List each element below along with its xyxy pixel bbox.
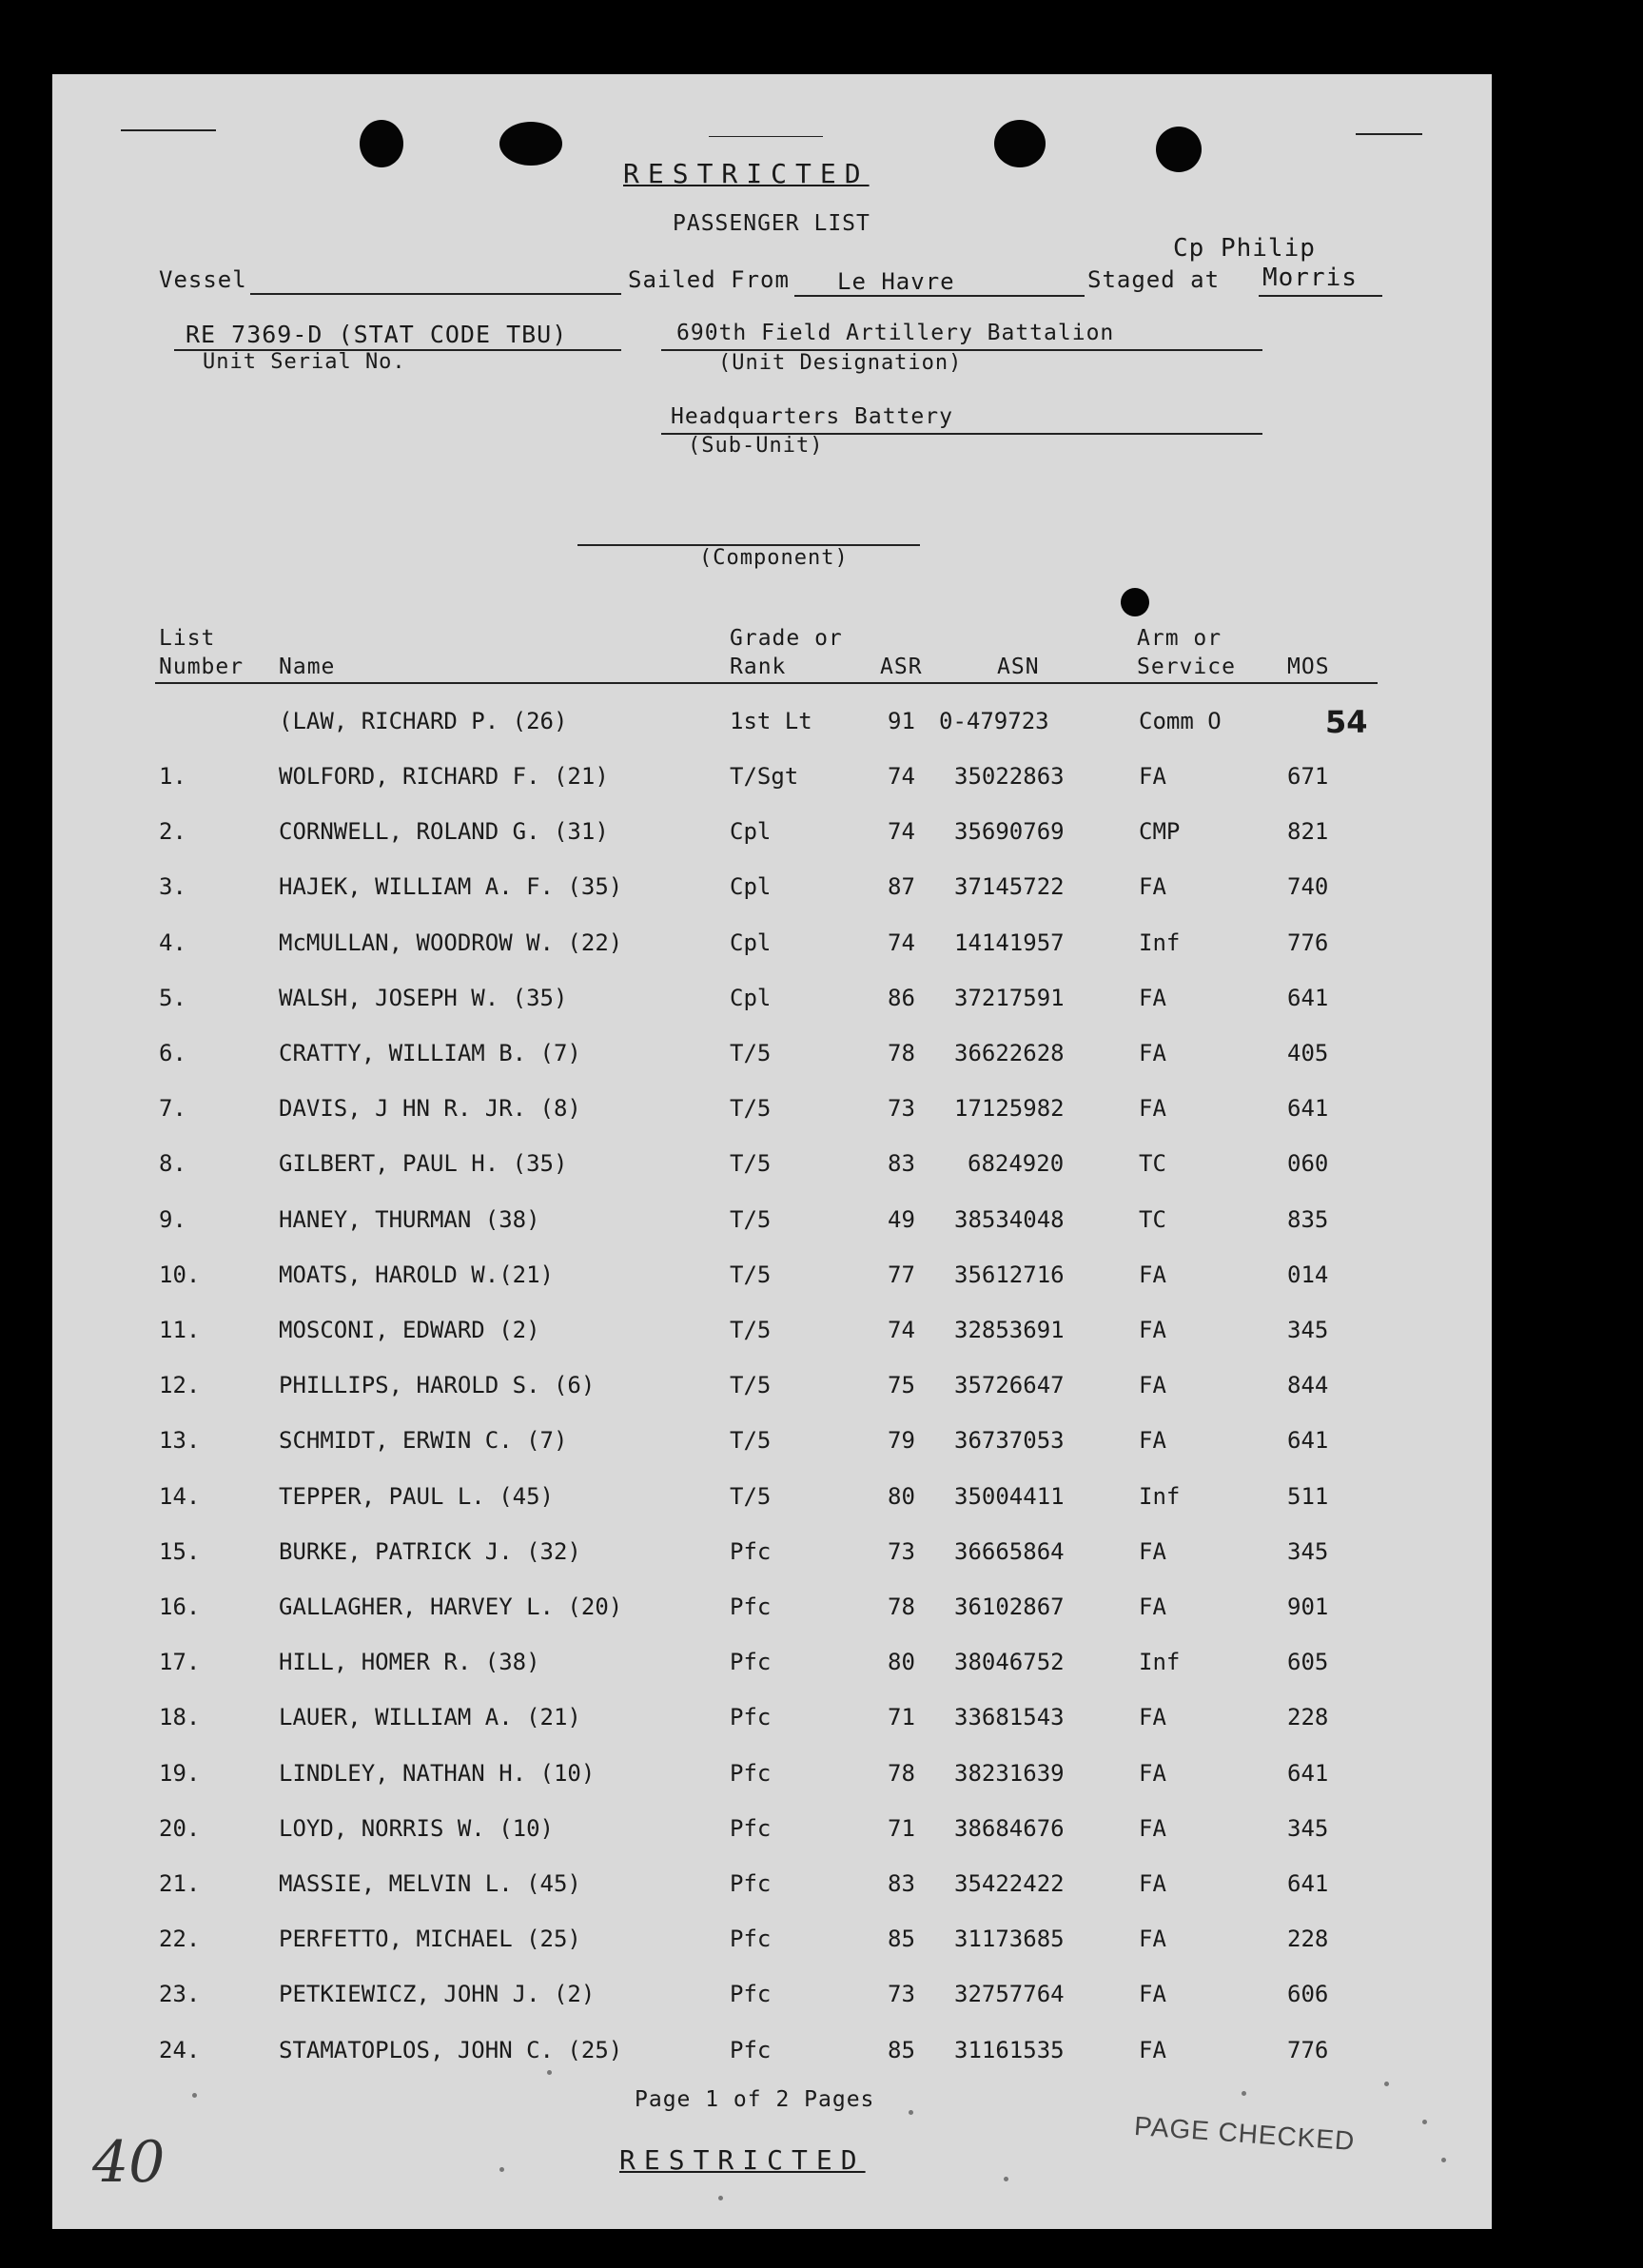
sub-unit-label: (Sub-Unit) [688,434,824,458]
scan-mark [121,129,216,131]
header-arm-line2: Service [1137,655,1236,679]
cell-asr: 85 [888,2036,915,2063]
cell-name: MOSCONI, EDWARD (2) [279,1317,540,1343]
cell-mos: 641 [1287,1759,1329,1787]
vessel-underline [250,293,621,295]
cell-asr: 78 [888,1593,915,1620]
cell-asn: 14141957 [954,929,1065,956]
staged-at-value-line2: Morris [1262,264,1358,292]
cell-arm: FA [1139,1537,1166,1565]
speckle [1441,2158,1446,2162]
table-row [52,1150,1492,1188]
speckle [192,2093,197,2098]
table-row [52,1040,1492,1078]
cell-name: MASSIE, MELVIN L. (45) [279,1870,581,1897]
cell-asr: 74 [888,929,915,956]
cell-mos: 740 [1287,873,1329,901]
table-row [52,1427,1492,1465]
header-name: Name [279,655,336,679]
table-row [52,1981,1492,2019]
cell-number: 2. [159,818,186,846]
cell-asr: 83 [888,1150,915,1178]
page-footer: Page 1 of 2 Pages [635,2087,875,2112]
speckle [718,2196,723,2200]
cell-number: 15. [159,1537,201,1565]
cell-mos: 641 [1287,984,1329,1011]
cell-extra-number: 54 [1325,704,1368,740]
staged-at-underline [1259,295,1382,297]
cell-mos: 671 [1287,763,1329,790]
speckle [1004,2177,1008,2181]
table-row [52,1760,1492,1798]
sailed-from-value: Le Havre [837,268,955,295]
cell-arm: FA [1139,1981,1166,2008]
table-row [52,1704,1492,1742]
cell-mos: 821 [1287,818,1329,846]
cell-asn: 38684676 [954,1814,1065,1842]
cell-number: 20. [159,1814,201,1842]
cell-grade: Cpl [730,873,772,901]
cell-arm: FA [1139,1814,1166,1842]
cell-grade: T/5 [730,1261,772,1288]
cell-number: 3. [159,873,186,901]
cell-mos: 228 [1287,1926,1329,1953]
cell-name: PERFETTO, MICHAEL (25) [279,1926,581,1953]
cell-asn: 32757764 [954,1981,1065,2008]
sailed-from-label: Sailed From [628,266,790,293]
punch-hole [360,120,403,167]
cell-arm: Inf [1139,1482,1181,1510]
cell-name: McMULLAN, WOODROW W. (22) [279,929,623,956]
cell-name: BURKE, PATRICK J. (32) [279,1537,581,1565]
cell-arm: FA [1139,984,1166,1011]
scan-mark [1356,133,1422,135]
cell-asn: 37145722 [954,873,1065,901]
cell-number: 19. [159,1759,201,1787]
cell-grade: Pfc [730,1759,772,1787]
cell-number: 4. [159,929,186,956]
speckle [1242,2091,1246,2096]
cell-name: GALLAGHER, HARVEY L. (20) [279,1593,623,1620]
header-rule [155,682,1378,684]
cell-grade: Pfc [730,1870,772,1897]
cell-asr: 73 [888,1981,915,2008]
cell-arm: FA [1139,1261,1166,1288]
cell-number: 8. [159,1150,186,1178]
scan-mark [709,136,823,137]
cell-asn: 36737053 [954,1427,1065,1455]
table-row [52,1206,1492,1244]
cell-asn: 35022863 [954,763,1065,790]
officer-row [52,704,1492,746]
cell-asn: 17125982 [954,1095,1065,1123]
cell-name: LINDLEY, NATHAN H. (10) [279,1759,596,1787]
cell-grade: Cpl [730,929,772,956]
cell-asn: 35612716 [954,1261,1065,1288]
table-row [52,1870,1492,1908]
cell-arm: FA [1139,1372,1166,1399]
cell-asr: 73 [888,1537,915,1565]
cell-asn: 31161535 [954,2036,1065,2063]
table-row [52,985,1492,1023]
cell-number: 1. [159,763,186,790]
staged-at-label: Staged at [1087,266,1221,293]
cell-name: PHILLIPS, HAROLD S. (6) [279,1372,596,1399]
cell-number: 16. [159,1593,201,1620]
cell-number: 17. [159,1649,201,1676]
cell-grade: T/5 [730,1040,772,1066]
cell-number: 24. [159,2036,201,2063]
cell-mos: 405 [1287,1040,1329,1066]
cell-asr: 77 [888,1261,915,1288]
cell-name: CORNWELL, ROLAND G. (31) [279,818,609,846]
handwritten-page-number: 40 [92,2129,166,2196]
table-row [52,818,1492,856]
header-grade-line2: Rank [730,655,787,679]
cell-name: HAJEK, WILLIAM A. F. (35) [279,873,623,901]
cell-asr: 80 [888,1649,915,1676]
table-row [52,1649,1492,1687]
cell-asr: 78 [888,1759,915,1787]
cell-asr: 74 [888,1317,915,1343]
cell-number: 14. [159,1482,201,1510]
cell-mos: 345 [1287,1537,1329,1565]
sailed-from-underline [794,295,1085,297]
cell-asn: 35004411 [954,1482,1065,1510]
cell-asn: 6824920 [968,1150,1065,1178]
speckle [1422,2120,1427,2124]
speckle [909,2110,913,2115]
cell-arm: FA [1139,873,1166,901]
cell-grade: Pfc [730,1926,772,1953]
cell-arm: TC [1139,1150,1166,1178]
cell-asr: 79 [888,1427,915,1455]
cell-asn: 36102867 [954,1593,1065,1620]
speckle [1384,2082,1389,2086]
cell-grade: Pfc [730,1981,772,2008]
cell-arm: Inf [1139,1649,1181,1676]
table-row [52,929,1492,968]
cell-mos: 776 [1287,929,1329,956]
cell-name: WALSH, JOSEPH W. (35) [279,984,568,1011]
cell-name: DAVIS, J HN R. JR. (8) [279,1095,581,1123]
cell-number: 18. [159,1704,201,1731]
cell-asn: 35690769 [954,818,1065,846]
cell-number: 12. [159,1372,201,1399]
cell-asn: 38534048 [954,1205,1065,1233]
cell-mos: 605 [1287,1649,1329,1676]
cell-grade: T/5 [730,1150,772,1178]
cell-mos: 641 [1287,1427,1329,1455]
cell-number: 10. [159,1261,201,1288]
speckle [547,2070,552,2075]
cell-asn: 36665864 [954,1537,1065,1565]
component-label: (Component) [699,546,849,570]
cell-asr: 74 [888,818,915,846]
cell-mos: 641 [1287,1095,1329,1123]
cell-mos: 844 [1287,1372,1329,1399]
cell-mos: 835 [1287,1205,1329,1233]
cell-asr: 74 [888,763,915,790]
page-title: PASSENGER LIST [673,211,870,236]
cell-name: WOLFORD, RICHARD F. (21) [279,763,609,790]
cell-asr: 87 [888,873,915,901]
cell-number: 23. [159,1981,201,2008]
speckle [499,2167,504,2172]
cell-asn: 35422422 [954,1870,1065,1897]
cell-arm: Inf [1139,929,1181,956]
cell-asn: 0-479723 [939,708,1049,734]
cell-asn: 36622628 [954,1040,1065,1066]
cell-name: HILL, HOMER R. (38) [279,1649,540,1676]
cell-mos: 511 [1287,1482,1329,1510]
cell-arm: FA [1139,1926,1166,1953]
cell-grade: T/5 [730,1095,772,1123]
cell-grade: Cpl [730,984,772,1011]
cell-asn: 31173685 [954,1926,1065,1953]
cell-number: 5. [159,984,186,1011]
header-asr: ASR [880,655,923,679]
document-page [52,74,1492,2229]
cell-asr: 91 [888,708,915,734]
table-row [52,873,1492,911]
cell-name: PETKIEWICZ, JOHN J. (2) [279,1981,596,2008]
cell-mos: 014 [1287,1261,1329,1288]
table-row [52,1261,1492,1300]
cell-number: 7. [159,1095,186,1123]
cell-name: SCHMIDT, ERWIN C. (7) [279,1427,568,1455]
table-row [52,1926,1492,1964]
cell-arm: FA [1139,1759,1166,1787]
header-mos: MOS [1287,655,1330,679]
cell-grade: Pfc [730,1814,772,1842]
cell-name: LAUER, WILLIAM A. (21) [279,1704,581,1731]
cell-asr: 71 [888,1704,915,1731]
cell-arm: CMP [1139,818,1181,846]
cell-mos: 641 [1287,1870,1329,1897]
punch-hole [994,120,1046,167]
cell-mos: 345 [1287,1317,1329,1343]
cell-asr: 85 [888,1926,915,1953]
cell-number: 22. [159,1926,201,1953]
cell-mos: 060 [1287,1150,1329,1178]
cell-asn: 37217591 [954,984,1065,1011]
cell-asr: 78 [888,1040,915,1066]
cell-grade: Pfc [730,2036,772,2063]
cell-name: CRATTY, WILLIAM B. (7) [279,1040,581,1066]
cell-mos: 776 [1287,2036,1329,2063]
cell-asn: 35726647 [954,1372,1065,1399]
unit-serial-label: Unit Serial No. [203,350,406,374]
cell-asr: 49 [888,1205,915,1233]
ink-blot [1121,588,1149,616]
cell-grade: T/5 [730,1427,772,1455]
cell-grade: Pfc [730,1537,772,1565]
cell-mos: 228 [1287,1704,1329,1731]
cell-name: GILBERT, PAUL H. (35) [279,1150,568,1178]
cell-name: MOATS, HAROLD W.(21) [279,1261,554,1288]
cell-asn: 33681543 [954,1704,1065,1731]
cell-arm: FA [1139,1427,1166,1455]
cell-grade: Cpl [730,818,772,846]
cell-asr: 80 [888,1482,915,1510]
cell-asn: 38046752 [954,1649,1065,1676]
staged-at-value-line1: Cp Philip [1173,234,1316,263]
punch-hole [499,122,562,166]
cell-asr: 86 [888,984,915,1011]
cell-arm: Comm O [1139,708,1222,734]
cell-asn: 38231639 [954,1759,1065,1787]
cell-arm: FA [1139,2036,1166,2063]
cell-arm: FA [1139,1704,1166,1731]
cell-number: 21. [159,1870,201,1897]
header-arm-line1: Arm or [1137,626,1222,651]
cell-grade: 1st Lt [730,708,812,734]
cell-grade: T/5 [730,1205,772,1233]
table-row [52,1317,1492,1355]
classification-top: RESTRICTED [623,158,870,189]
cell-mos: 345 [1287,1814,1329,1842]
cell-name: TEPPER, PAUL L. (45) [279,1482,554,1510]
cell-asr: 71 [888,1814,915,1842]
cell-arm: FA [1139,1593,1166,1620]
cell-mos: 901 [1287,1593,1329,1620]
cell-asn: 32853691 [954,1317,1065,1343]
cell-arm: FA [1139,1095,1166,1123]
cell-asr: 73 [888,1095,915,1123]
table-row [52,2037,1492,2075]
page-checked-stamp: PAGE CHECKED [1133,2110,1357,2157]
cell-grade: T/Sgt [730,763,799,790]
cell-arm: FA [1139,763,1166,790]
table-row [52,763,1492,801]
table-row [52,1372,1492,1410]
cell-grade: Pfc [730,1704,772,1731]
header-asn: ASN [997,655,1040,679]
cell-asr: 83 [888,1870,915,1897]
vessel-label: Vessel [159,266,247,293]
cell-grade: T/5 [730,1482,772,1510]
header-list-line1: List [159,626,216,651]
sub-unit-value: Headquarters Battery [671,404,953,429]
classification-bottom: RESTRICTED [619,2144,866,2176]
cell-grade: Pfc [730,1593,772,1620]
cell-mos: 606 [1287,1981,1329,2008]
cell-name: (LAW, RICHARD P. (26) [279,708,568,734]
cell-arm: FA [1139,1040,1166,1066]
cell-name: HANEY, THURMAN (38) [279,1205,540,1233]
cell-name: LOYD, NORRIS W. (10) [279,1814,554,1842]
cell-arm: TC [1139,1205,1166,1233]
table-row [52,1095,1492,1133]
cell-number: 9. [159,1205,186,1233]
cell-number: 13. [159,1427,201,1455]
table-row [52,1538,1492,1576]
punch-hole [1156,127,1202,172]
table-row [52,1483,1492,1521]
unit-serial-value: RE 7369-D (STAT CODE TBU) [186,321,568,348]
cell-grade: Pfc [730,1649,772,1676]
cell-arm: FA [1139,1317,1166,1343]
header-list-line2: Number [159,655,244,679]
cell-name: STAMATOPLOS, JOHN C. (25) [279,2036,623,2063]
cell-grade: T/5 [730,1372,772,1399]
header-grade-line1: Grade or [730,626,843,651]
unit-designation-label: (Unit Designation) [718,351,963,375]
unit-designation-value: 690th Field Artillery Battalion [676,321,1115,345]
cell-grade: T/5 [730,1317,772,1343]
table-row [52,1815,1492,1853]
cell-number: 6. [159,1040,186,1066]
cell-number: 11. [159,1317,201,1343]
table-row [52,1593,1492,1632]
cell-arm: FA [1139,1870,1166,1897]
cell-asr: 75 [888,1372,915,1399]
